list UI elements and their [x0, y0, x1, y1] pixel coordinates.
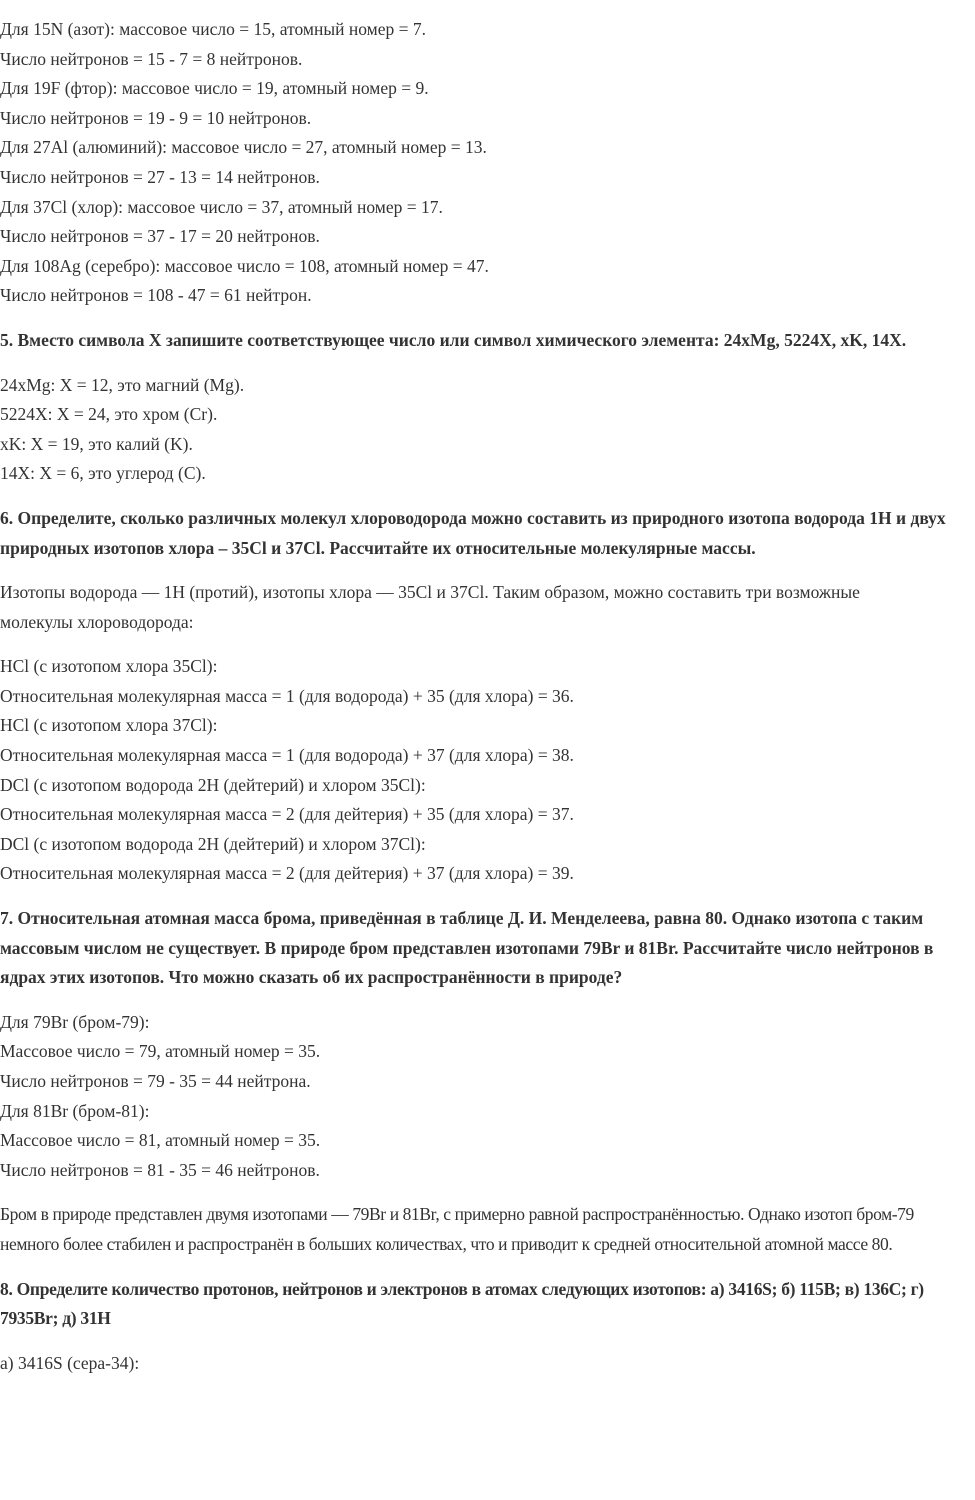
text-line: Число нейтронов = 27 - 13 = 14 нейтронов.: [0, 166, 320, 187]
text-line: Число нейтронов = 79 - 35 = 44 нейтрона.: [0, 1071, 311, 1091]
text-line: Для 15N (азот): массовое число = 15, атомный номер = 7.: [0, 19, 426, 39]
text-line: Для 79Br (бром-79):: [0, 1011, 150, 1032]
question-6: 6. Определите, сколько различных молекул хлороводорода можно составить из природного изотопа водорода 1H и двух природных изотопов хлора – 35Cl и 37Cl. Рассчитайте их относительные молекулярные массы.: [0, 507, 946, 558]
text-line: Относительная молекулярная масса = 2 (для дейтерия) + 35 (для хлора) = 37.: [0, 804, 574, 825]
text-line: Число нейтронов = 37 - 17 = 20 нейтронов.: [0, 226, 320, 247]
question-8: 8. Определите количество протонов, нейтронов и электронов в атомах следующих изотопов: а) 3416S; б) 115B; в) 136C; г) 7935Br; д) 31H: [0, 1278, 924, 1329]
text-line: Относительная молекулярная масса = 2 (для дейтерия) + 37 (для хлора) = 39.: [0, 863, 574, 884]
text-line: Массовое число = 81, атомный номер = 35.: [0, 1130, 321, 1151]
text-line: Число нейтронов = 81 - 35 = 46 нейтронов.: [0, 1159, 320, 1180]
text-line: Массовое число = 79, атомный номер = 35.: [0, 1041, 321, 1062]
answer-block-8: [0, 1349, 975, 1379]
answer-block-5: [0, 371, 975, 489]
text-line: xK: X = 19, это калий (K).: [0, 433, 193, 454]
answer-7-conclusion: Бром в природе представлен двумя изотопами — 79Br и 81Br, с примерно равной распространённостью. Однако изотоп бром-79 немного более стабилен и распространён в больших количествах, что и приводит к средней относительной атомной массе 80.: [0, 1204, 914, 1254]
text-line: Для 37Cl (хлор): массовое число = 37, атомный номер = 17.: [0, 196, 443, 217]
text-line: Относительная молекулярная масса = 1 (для водорода) + 37 (для хлора) = 38.: [0, 745, 574, 766]
text-line: Для 81Br (бром-81):: [0, 1100, 150, 1121]
text-line: Для 27Al (алюминий): массовое число = 27, атомный номер = 13.: [0, 137, 487, 158]
text-line: Относительная молекулярная масса = 1 (для водорода) + 35 (для хлора) = 36.: [0, 685, 574, 706]
text-line: 14X: X = 6, это углерод (C).: [0, 463, 206, 484]
answer-6-intro: Изотопы водорода — 1H (протий), изотопы хлора — 35Cl и 37Cl. Таким образом, можно составить три возможные молекулы хлороводорода:: [0, 582, 860, 632]
text-line: Для 108Ag (серебро): массовое число = 108, атомный номер = 47.: [0, 255, 489, 276]
text-line: а) 3416S (сера-34):: [0, 1352, 140, 1373]
question-5: 5. Вместо символа X запишите соответствующее число или символ химического элемента: 24xMg, 5224X, xK, 14X.: [0, 329, 907, 350]
document-body: [0, 15, 975, 1393]
text-line: DCl (с изотопом водорода 2H (дейтерий) и хлором 37Cl):: [0, 833, 426, 854]
answer-block-7: [0, 1008, 975, 1186]
text-line: HCl (с изотопом хлора 37Cl):: [0, 715, 218, 736]
text-line: Число нейтронов = 108 - 47 = 61 нейтрон.: [0, 285, 312, 306]
question-7: 7. Относительная атомная масса брома, приведённая в таблице Д. И. Менделеева, равна 80. Однако изотопа с таким массовым числом не существует. В природе бром представлен изотопами 79Br и 81Br. Рассчитайте число нейтронов в ядрах этих изотопов. Что можно сказать об их распространённости в природе?: [0, 908, 934, 988]
text-line: Число нейтронов = 19 - 9 = 10 нейтронов.: [0, 107, 312, 128]
text-line: 5224X: X = 24, это хром (Cr).: [0, 404, 218, 425]
text-line: Для 19F (фтор): массовое число = 19, атомный номер = 9.: [0, 78, 429, 99]
text-line: 24xMg: X = 12, это магний (Mg).: [0, 374, 245, 395]
text-line: HCl (с изотопом хлора 35Cl):: [0, 656, 218, 677]
text-line: DCl (с изотопом водорода 2H (дейтерий) и хлором 35Cl):: [0, 774, 426, 795]
text-line: Число нейтронов = 15 - 7 = 8 нейтронов.: [0, 48, 303, 69]
answer-block-4: [0, 15, 975, 311]
answer-block-6: [0, 652, 975, 889]
